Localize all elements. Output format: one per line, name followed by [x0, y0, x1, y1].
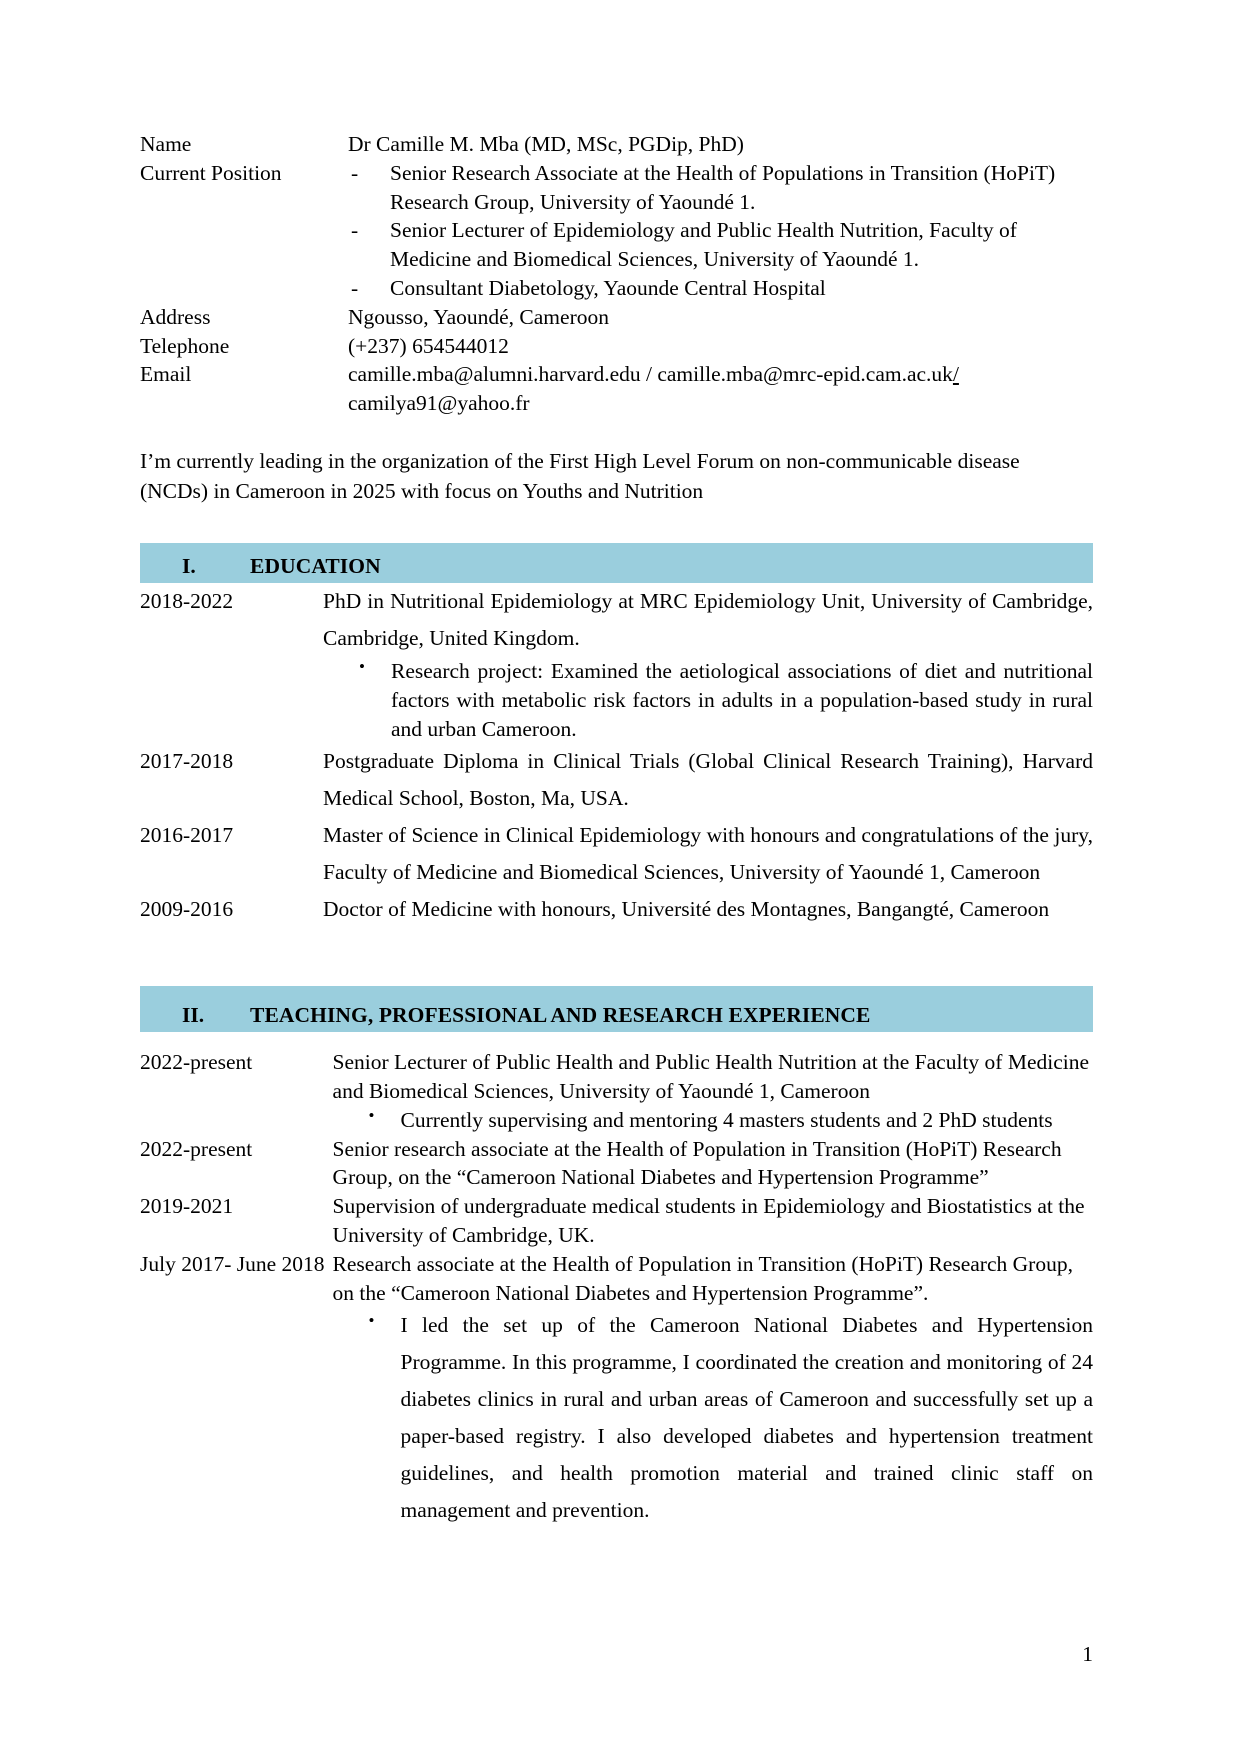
- position-item: [348, 274, 1093, 303]
- entry-row: [140, 583, 1093, 743]
- entry-body: [323, 583, 1093, 743]
- entry-row: [140, 891, 1093, 928]
- entry-date: 2016-2017: [140, 823, 234, 848]
- entry-row: [140, 817, 1093, 891]
- section-numeral: I.: [182, 554, 196, 578]
- contact-row-name: [140, 130, 1093, 159]
- position-item-text: Senior Research Associate at the Health of Populations in Transition (HoPiT) Research Group, University of Yaoundé 1.: [390, 160, 1056, 214]
- bullet-dot-icon: •: [359, 656, 365, 676]
- entry-date: 2022-present: [140, 1050, 253, 1075]
- entry-text: Supervision of undergraduate medical students in Epidemiology and Biostatistics at the University of Cambridge, UK.: [332, 1194, 1085, 1247]
- section-title: TEACHING, PROFESSIONAL AND RESEARCH EXPERIENCE: [250, 1003, 871, 1028]
- entry-text: PhD in Nutritional Epidemiology at MRC Epidemiology Unit, University of Cambridge, Cambridge, United Kingdom.: [323, 589, 1093, 650]
- contact-label-telephone: Telephone: [140, 333, 230, 358]
- intro-paragraph: I’m currently leading in the organization of the First High Level Forum on non-communicable disease (NCDs) in Cameroon in 2025 with focus on Youths and Nutrition: [140, 448, 1020, 504]
- education-entries: [140, 583, 1093, 928]
- entry-date: 2019-2021: [140, 1194, 234, 1219]
- contact-row-telephone: [140, 332, 1093, 361]
- entry-row: [140, 743, 1093, 817]
- email-secondary[interactable]: camilya91@yahoo.fr: [348, 391, 530, 416]
- entry-bullets: [333, 1307, 1093, 1529]
- entry-text: Doctor of Medicine with honours, Université des Montagnes, Bangangté, Cameroon: [323, 897, 1050, 922]
- entry-bullets: [323, 657, 1093, 743]
- entry-body: [333, 1048, 1093, 1134]
- contact-value-address: Ngousso, Yaoundé, Cameroon: [348, 304, 609, 329]
- entry-date: 2017-2018: [140, 749, 234, 774]
- entry-text: Senior research associate at the Health of Population in Transition (HoPiT) Research Group, on the “Cameroon National Diabetes and Hypertension Programme”: [332, 1136, 1062, 1190]
- entry-date: 2009-2016: [140, 897, 234, 922]
- bullet-item: [333, 1106, 1093, 1135]
- email-trailing-slash: /: [952, 362, 959, 387]
- bullet-item: [333, 1307, 1093, 1529]
- contact-row-address: [140, 303, 1093, 332]
- entry-row: [140, 1192, 1093, 1250]
- position-item-text: Senior Lecturer of Epidemiology and Public Health Nutrition, Faculty of Medicine and Biomedical Sciences, University of Yaoundé 1.: [390, 218, 1017, 272]
- contact-value-position: [348, 159, 1093, 303]
- contact-value-email: [348, 360, 1093, 418]
- entry-text: Master of Science in Clinical Epidemiology with honours and congratulations of the jury, Faculty of Medicine and Biomedical Sciences, University of Yaoundé 1, Cameroon: [323, 823, 1093, 885]
- section-numeral: II.: [182, 1003, 205, 1028]
- position-item: [348, 216, 1093, 274]
- contact-row-email: [140, 360, 1093, 418]
- contact-label-name: Name: [140, 132, 192, 156]
- contact-value-name: Dr Camille M. Mba (MD, MSc, PGDip, PhD): [348, 132, 744, 156]
- position-item-text: Consultant Diabetology, Yaounde Central Hospital: [390, 275, 826, 300]
- contact-label-address: Address: [140, 304, 211, 329]
- contact-info-table: [140, 130, 1093, 418]
- position-item: [348, 159, 1093, 217]
- contact-label-email: Email: [140, 362, 192, 387]
- section-title: EDUCATION: [250, 554, 381, 578]
- contact-row-position: [140, 159, 1093, 303]
- position-list: [348, 159, 1093, 303]
- dash-marker-icon: -: [351, 218, 359, 243]
- experience-entries: [140, 1048, 1093, 1529]
- page-number: 1: [1082, 1642, 1093, 1666]
- entry-row: [140, 1250, 1093, 1529]
- entry-bullets: [333, 1106, 1093, 1135]
- section-header-experience: [140, 986, 1093, 1032]
- bullet-text: I led the set up of the Cameroon National Diabetes and Hypertension Programme. In this programme, I coordinated the creation and monitoring of 24 diabetes clinics in rural and urban areas of Cameroon and successfully set up a paper-based registry. I also developed diabetes and hypertension treatment guidelines, and health promotion material and trained clinic staff on management and prevention.: [400, 1313, 1093, 1523]
- contact-value-telephone: (+237) 654544012: [348, 333, 509, 358]
- bullet-item: [323, 657, 1093, 743]
- section-spacer: [140, 1032, 1093, 1048]
- bullet-text: Research project: Examined the aetiological associations of diet and nutritional factors with metabolic risk factors in adults in a population-based study in rural and urban Cameroon.: [391, 658, 1093, 741]
- bullet-dot-icon: •: [368, 1105, 375, 1125]
- entry-text: Research associate at the Health of Population in Transition (HoPiT) Research Group, on the “Cameroon National Diabetes and Hypertension Programme”.: [332, 1251, 1073, 1305]
- dash-marker-icon: -: [351, 275, 359, 300]
- bullet-dot-icon: •: [368, 1311, 375, 1331]
- entry-date: July 2017- June 2018: [140, 1251, 325, 1276]
- entry-text: Postgraduate Diploma in Clinical Trials (Global Clinical Research Training), Harvard Medical School, Boston, Ma, USA.: [323, 749, 1093, 811]
- entry-row: [140, 1048, 1093, 1134]
- dash-marker-icon: -: [351, 160, 359, 185]
- entry-date: 2022-present: [140, 1136, 253, 1161]
- entry-date: 2018-2022: [140, 589, 234, 613]
- entry-body: [333, 1250, 1093, 1529]
- email-primary[interactable]: camille.mba@alumni.harvard.edu / camille.mba@mrc-epid.cam.ac.uk: [348, 362, 953, 387]
- contact-label-position: Current Position: [140, 160, 282, 185]
- section-header-education: [140, 543, 1093, 583]
- bullet-text: Currently supervising and mentoring 4 masters students and 2 PhD students: [400, 1107, 1053, 1132]
- entry-text: Senior Lecturer of Public Health and Public Health Nutrition at the Faculty of Medicine and Biomedical Sciences, University of Yaoundé 1, Cameroon: [332, 1050, 1090, 1103]
- entry-row: [140, 1135, 1093, 1193]
